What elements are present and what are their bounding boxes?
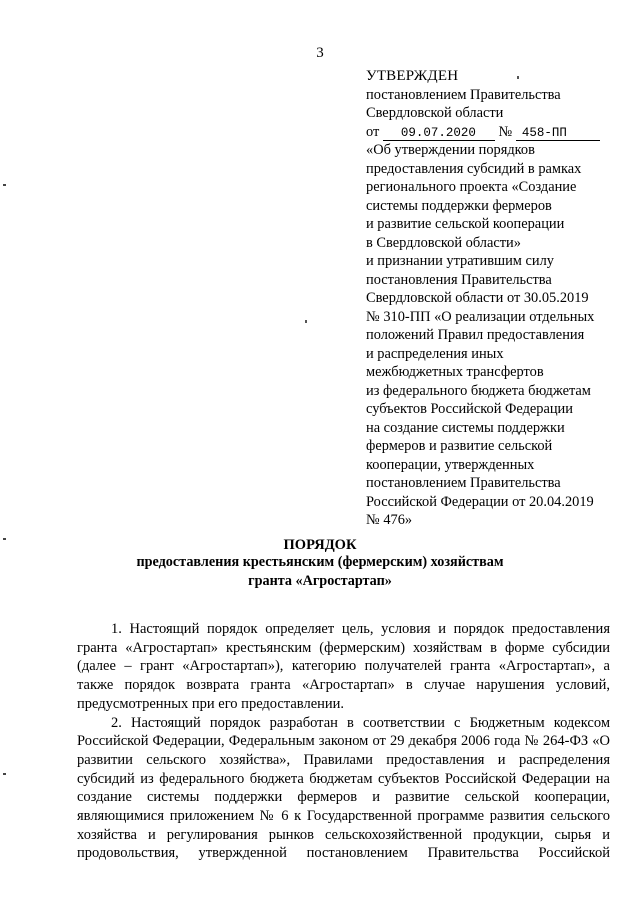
approval-about-line: системы поддержки фермеров bbox=[366, 197, 552, 214]
approval-about-line: и признании утратившим силу bbox=[366, 253, 554, 269]
document-subtitle-line: предоставления крестьянским (фермерским) хозяйствам bbox=[136, 554, 504, 570]
approval-line: Свердловской области bbox=[366, 105, 504, 121]
approval-about-line: из федерального бюджета бюджетам bbox=[366, 382, 591, 399]
scan-dot bbox=[517, 76, 519, 79]
approval-line: постановлением Правительства bbox=[366, 86, 561, 103]
number-prefix: № bbox=[498, 123, 513, 140]
document-title: ПОРЯДОК bbox=[283, 537, 357, 553]
approval-date-line bbox=[366, 123, 616, 142]
approval-about-line: постановления Правительства bbox=[366, 271, 552, 288]
approval-about-line: Российской Федерации от 20.04.2019 bbox=[366, 493, 594, 510]
approval-stamp bbox=[366, 67, 616, 530]
scan-mark bbox=[3, 184, 6, 186]
approval-about-line: и развитие сельской кооперации bbox=[366, 216, 565, 232]
paragraph: 1. Настоящий порядок определяет цель, условия и порядок предоставления гранта «Агростартап» крестьянским (фермерским) хозяйствам в форме субсидии (далее – грант «Агростартап»), категорию получателей гранта «Агростартап», а также порядок возврата гранта «Агростартап» в случае нарушения условий, предусмотренных при его предоставлении. bbox=[77, 621, 610, 712]
approval-about-line: Свердловской области от 30.05.2019 bbox=[366, 290, 589, 306]
date-prefix: от bbox=[366, 123, 380, 140]
document-body bbox=[77, 620, 610, 863]
approval-about-line: № 476» bbox=[366, 512, 413, 528]
approval-about-line: № 310-ПП «О реализации отдельных bbox=[366, 308, 595, 325]
page-number: 3 bbox=[316, 45, 324, 61]
approval-title: УТВЕРЖДЕН bbox=[366, 68, 459, 84]
approval-about-line: постановлением Правительства bbox=[366, 475, 561, 491]
approval-about-line: кооперации, утвержденных bbox=[366, 456, 535, 473]
approval-number: 458-ПП bbox=[516, 126, 600, 141]
approval-about-line: «Об утверждении порядков bbox=[366, 142, 535, 158]
approval-about-line: межбюджетных трансфертов bbox=[366, 364, 544, 380]
scan-mark bbox=[3, 538, 6, 540]
approval-about-line: фермеров и развитие сельской bbox=[366, 438, 553, 454]
approval-about-line: регионального проекта «Создание bbox=[366, 179, 577, 195]
approval-date: 09.07.2020 bbox=[383, 126, 495, 141]
paragraph: 2. Настоящий порядок разработан в соответствии с Бюджетным кодексом Российской Федерации, Федеральным законом от 29 декабря 2006 года № 264-ФЗ «О развитии сельского хозяйства», Правилами предоставления и распределения субсидий из федерального бюджета бюджетам субъектов Российской Федерации на создание системы поддержки фермеров и развитие сельской кооперации, являющимися приложением № 6 к Государственной программе развития сельского хозяйства и регулирования рынков сельскохозяйственной продукции, сырья и продовольствия, утвержденной постановлением Правительства Российской bbox=[77, 714, 610, 862]
approval-about-line: предоставления субсидий в рамках bbox=[366, 160, 582, 177]
document-subtitle-line: гранта «Агростартап» bbox=[248, 572, 392, 589]
approval-about-line: положений Правил предоставления bbox=[366, 327, 585, 343]
scan-dot bbox=[305, 320, 307, 323]
approval-about-line: субъектов Российской Федерации bbox=[366, 401, 573, 417]
document-subtitle bbox=[0, 553, 640, 590]
approval-about-line: на создание системы поддержки bbox=[366, 419, 565, 436]
approval-about-line: в Свердловской области» bbox=[366, 234, 521, 251]
approval-about-line: и распределения иных bbox=[366, 345, 504, 362]
scan-mark bbox=[3, 773, 6, 775]
